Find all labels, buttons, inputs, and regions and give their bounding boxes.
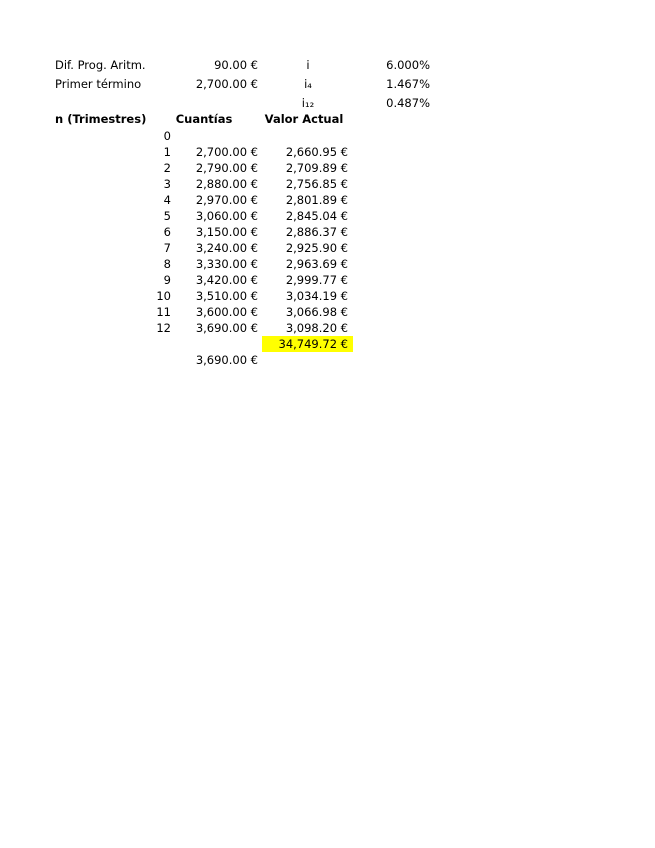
row-cuantia: 3,330.00 € xyxy=(195,257,258,271)
row-n: 0 xyxy=(163,129,171,143)
i12-value: 0.487% xyxy=(386,96,430,110)
row-cuantia: 2,880.00 € xyxy=(195,177,258,191)
row-valor-actual: 2,845.04 € xyxy=(285,209,348,223)
row-valor-actual: 2,660.95 € xyxy=(285,145,348,159)
row-cuantia: 3,510.00 € xyxy=(195,289,258,303)
row-cuantia: 3,420.00 € xyxy=(195,273,258,287)
i4-value: 1.467% xyxy=(386,77,430,91)
row-cuantia: 3,240.00 € xyxy=(195,241,258,255)
row-n: 9 xyxy=(163,273,171,287)
row-cuantia: 2,790.00 € xyxy=(195,161,258,175)
last-cuantia: 3,690.00 € xyxy=(195,353,258,367)
i-value: 6.000% xyxy=(386,58,430,72)
primer-termino-label: Primer término xyxy=(55,77,142,91)
row-cuantia: 3,690.00 € xyxy=(195,321,258,335)
row-valor-actual: 2,756.85 € xyxy=(285,177,348,191)
primer-termino-value: 2,700.00 € xyxy=(195,77,258,91)
row-n: 7 xyxy=(163,241,171,255)
row-n: 3 xyxy=(163,177,171,191)
total-valor-actual xyxy=(262,336,353,352)
row-n: 8 xyxy=(163,257,171,271)
row-n: 4 xyxy=(163,193,171,207)
row-cuantia: 3,600.00 € xyxy=(195,305,258,319)
row-n: 12 xyxy=(156,321,171,335)
i12-label: i₁₂ xyxy=(301,96,315,110)
i4-label: i₄ xyxy=(304,77,312,91)
total-valor-actual-text: 34,749.72 € xyxy=(278,337,348,351)
row-valor-actual: 2,925.90 € xyxy=(285,241,348,255)
row-n: 6 xyxy=(163,225,171,239)
row-n: 1 xyxy=(163,145,171,159)
dif-prog-value: 90.00 € xyxy=(214,58,258,72)
row-valor-actual: 2,999.77 € xyxy=(285,273,348,287)
row-valor-actual: 3,066.98 € xyxy=(285,305,348,319)
dif-prog-label: Dif. Prog. Aritm. xyxy=(55,58,146,72)
header-n-trimestres: n (Trimestres) xyxy=(55,112,147,126)
row-valor-actual: 3,098.20 € xyxy=(285,321,348,335)
row-n: 10 xyxy=(156,289,171,303)
row-valor-actual: 2,886.37 € xyxy=(285,225,348,239)
row-cuantia: 3,060.00 € xyxy=(195,209,258,223)
row-cuantia: 2,700.00 € xyxy=(195,145,258,159)
row-valor-actual: 2,709.89 € xyxy=(285,161,348,175)
header-cuantias: Cuantías xyxy=(175,112,233,126)
row-cuantia: 2,970.00 € xyxy=(195,193,258,207)
row-n: 11 xyxy=(156,305,171,319)
i-label: i xyxy=(306,58,310,72)
header-valor-actual: Valor Actual xyxy=(264,112,344,126)
row-valor-actual: 3,034.19 € xyxy=(285,289,348,303)
row-valor-actual: 2,963.69 € xyxy=(285,257,348,271)
row-valor-actual: 2,801.89 € xyxy=(285,193,348,207)
row-n: 2 xyxy=(163,161,171,175)
row-n: 5 xyxy=(163,209,171,223)
row-cuantia: 3,150.00 € xyxy=(195,225,258,239)
